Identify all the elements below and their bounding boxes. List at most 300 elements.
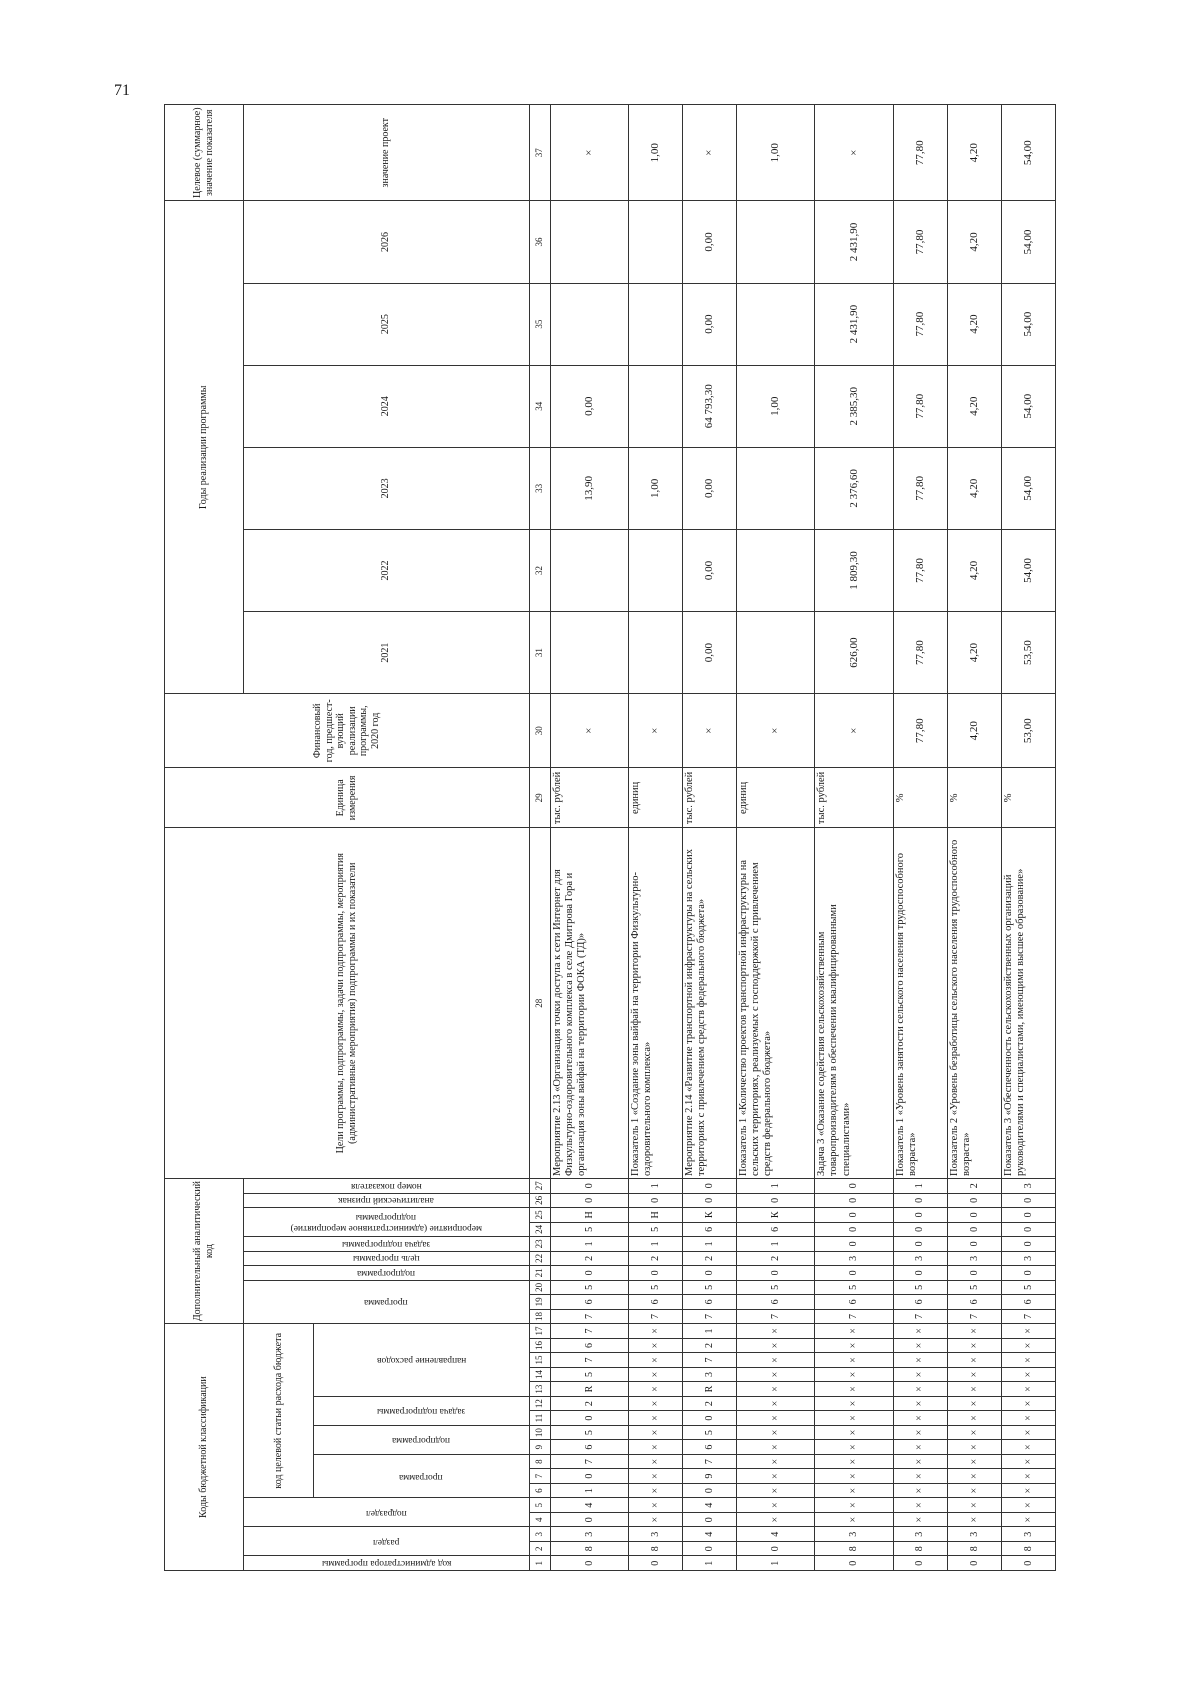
code-cell: × xyxy=(893,1382,947,1397)
row-unit: тыс. рублей xyxy=(815,768,893,828)
code-cell: × xyxy=(1001,1483,1055,1498)
header-target: Целевое (суммарное) значение показателя xyxy=(165,105,244,201)
row-unit: тыс. рублей xyxy=(683,768,737,828)
code-cell: 0 xyxy=(815,1193,893,1208)
code-cell: 8 xyxy=(1001,1541,1055,1556)
header-zadacha-pp: задача подпрограммы xyxy=(313,1396,529,1425)
column-number: 33 xyxy=(529,447,550,529)
code-cell: × xyxy=(628,1324,682,1339)
row-year-value xyxy=(550,201,628,283)
header-gadm: код администратора программы xyxy=(243,1556,529,1571)
code-cell: 0 xyxy=(1001,1237,1055,1252)
header-unit: Единица измерения xyxy=(165,768,530,828)
column-number: 4 xyxy=(529,1512,550,1527)
code-cell: × xyxy=(737,1411,815,1426)
table-row xyxy=(1001,105,1055,1571)
code-cell: 0 xyxy=(683,1266,737,1281)
row-year-value xyxy=(628,365,682,447)
code-cell: × xyxy=(1001,1454,1055,1469)
code-cell: × xyxy=(893,1411,947,1426)
row-year-value: 77,80 xyxy=(893,612,947,694)
code-cell: × xyxy=(893,1425,947,1440)
code-cell: 2 xyxy=(628,1251,682,1266)
code-cell: 6 xyxy=(893,1295,947,1310)
column-number: 8 xyxy=(529,1454,550,1469)
code-cell: 6 xyxy=(550,1295,628,1310)
code-cell: × xyxy=(1001,1512,1055,1527)
code-cell: 0 xyxy=(683,1512,737,1527)
code-cell: × xyxy=(815,1512,893,1527)
row-year-value: 54,00 xyxy=(1001,447,1055,529)
code-cell: × xyxy=(893,1483,947,1498)
code-cell: 0 xyxy=(1001,1193,1055,1208)
code-cell: 0 xyxy=(815,1556,893,1571)
code-cell: × xyxy=(737,1338,815,1353)
code-cell: 6 xyxy=(628,1295,682,1310)
code-cell: × xyxy=(628,1353,682,1368)
code-cell: 0 xyxy=(683,1411,737,1426)
row-year-value: 0,00 xyxy=(683,612,737,694)
row-fin-year: × xyxy=(683,694,737,768)
code-cell: × xyxy=(737,1353,815,1368)
row-year-value: 77,80 xyxy=(893,447,947,529)
row-target: × xyxy=(550,105,628,201)
column-number: 5 xyxy=(529,1498,550,1513)
column-number: 13 xyxy=(529,1382,550,1397)
code-cell: 0 xyxy=(683,1178,737,1193)
code-cell: 0 xyxy=(1001,1208,1055,1223)
code-cell: × xyxy=(947,1483,1001,1498)
code-cell: 2 xyxy=(683,1396,737,1411)
code-cell: К xyxy=(737,1208,815,1223)
code-cell: × xyxy=(737,1483,815,1498)
row-year-value xyxy=(628,201,682,283)
page-number: 71 xyxy=(114,82,130,99)
code-cell: 0 xyxy=(815,1266,893,1281)
header-year-2023: 2023 xyxy=(243,447,529,529)
code-cell: × xyxy=(893,1367,947,1382)
code-cell: 2 xyxy=(947,1178,1001,1193)
code-cell: × xyxy=(947,1512,1001,1527)
header-d-mer: мероприятие (административное мероприятие) подпрограммы xyxy=(243,1208,529,1237)
code-cell: 0 xyxy=(683,1541,737,1556)
code-cell: 0 xyxy=(628,1193,682,1208)
code-cell: × xyxy=(815,1396,893,1411)
header-goals: Цели программы, подпрограммы, задачи подпрограммы, мероприятия (административные мероприятия) подпрограммы и их показатели xyxy=(165,828,530,1179)
code-cell: 7 xyxy=(683,1309,737,1324)
code-cell: × xyxy=(737,1440,815,1455)
row-fin-year: 53,00 xyxy=(1001,694,1055,768)
row-unit: единиц xyxy=(628,768,682,828)
code-cell: 0 xyxy=(947,1266,1001,1281)
code-cell: 8 xyxy=(947,1541,1001,1556)
row-year-value: 4,20 xyxy=(947,612,1001,694)
row-description: Показатель 1 «Количество проектов транспортной инфраструктуры на сельских территориях, реализуемых с господдержкой с привлечением средств федерального бюджета» xyxy=(737,828,815,1179)
code-cell: 1 xyxy=(550,1237,628,1252)
code-cell: × xyxy=(947,1411,1001,1426)
code-cell: × xyxy=(628,1512,682,1527)
row-unit: % xyxy=(1001,768,1055,828)
header-analytic-code: Дополнительный аналитический код xyxy=(165,1178,244,1323)
row-description: Показатель 1 «Создание зоны вайфай на территории Физкультурно-оздоровительного комплекса» xyxy=(628,828,682,1179)
code-cell: 3 xyxy=(893,1527,947,1542)
code-cell: × xyxy=(947,1367,1001,1382)
code-cell: × xyxy=(1001,1498,1055,1513)
code-cell: × xyxy=(1001,1324,1055,1339)
code-cell: × xyxy=(815,1324,893,1339)
code-cell: 7 xyxy=(550,1309,628,1324)
row-year-value: 54,00 xyxy=(1001,365,1055,447)
header-prog: программа xyxy=(313,1454,529,1498)
row-year-value: 1,00 xyxy=(737,365,815,447)
code-cell: 0 xyxy=(893,1193,947,1208)
code-cell: 5 xyxy=(683,1280,737,1295)
row-fin-year: × xyxy=(550,694,628,768)
code-cell: 4 xyxy=(737,1527,815,1542)
code-cell: 6 xyxy=(683,1295,737,1310)
program-table xyxy=(164,104,1056,1571)
code-cell: 6 xyxy=(683,1222,737,1237)
code-cell: 0 xyxy=(550,1178,628,1193)
rotated-page xyxy=(164,104,1056,1571)
row-year-value xyxy=(737,283,815,365)
code-cell: 0 xyxy=(1001,1222,1055,1237)
table-row xyxy=(947,105,1001,1571)
code-cell: Н xyxy=(550,1208,628,1223)
column-number: 16 xyxy=(529,1338,550,1353)
code-cell: 0 xyxy=(550,1266,628,1281)
code-cell: × xyxy=(1001,1367,1055,1382)
code-cell: × xyxy=(947,1498,1001,1513)
code-cell: 0 xyxy=(947,1237,1001,1252)
code-cell: 2 xyxy=(683,1251,737,1266)
code-cell: 1 xyxy=(737,1237,815,1252)
code-cell: × xyxy=(815,1454,893,1469)
code-cell: 5 xyxy=(550,1280,628,1295)
code-cell: 5 xyxy=(737,1280,815,1295)
code-cell: × xyxy=(815,1440,893,1455)
code-cell: × xyxy=(815,1411,893,1426)
code-cell: 1 xyxy=(893,1178,947,1193)
code-cell: 7 xyxy=(737,1309,815,1324)
code-cell: 8 xyxy=(893,1541,947,1556)
code-cell: 0 xyxy=(815,1222,893,1237)
code-cell: × xyxy=(1001,1382,1055,1397)
code-cell: 7 xyxy=(550,1324,628,1339)
code-cell: 0 xyxy=(683,1193,737,1208)
row-fin-year: × xyxy=(737,694,815,768)
header-year-2026: 2026 xyxy=(243,201,529,283)
row-target: × xyxy=(815,105,893,201)
code-cell: 0 xyxy=(737,1266,815,1281)
header-napr: направление расходов xyxy=(313,1324,529,1397)
row-unit: единиц xyxy=(737,768,815,828)
code-cell: 2 xyxy=(683,1338,737,1353)
code-cell: 3 xyxy=(893,1251,947,1266)
row-year-value: 2 385,30 xyxy=(815,365,893,447)
row-year-value: 54,00 xyxy=(1001,529,1055,611)
column-number: 31 xyxy=(529,612,550,694)
row-year-value xyxy=(550,529,628,611)
column-number: 25 xyxy=(529,1208,550,1223)
column-number: 17 xyxy=(529,1324,550,1339)
code-cell: × xyxy=(737,1396,815,1411)
row-description: Показатель 3 «Обеспеченность сельскохозяйственных организаций руководителями и специалистами, имеющими высшее образование» xyxy=(1001,828,1055,1179)
code-cell: 1 xyxy=(737,1178,815,1193)
row-year-value xyxy=(737,529,815,611)
code-cell: × xyxy=(1001,1396,1055,1411)
code-cell: 0 xyxy=(550,1411,628,1426)
code-cell: × xyxy=(815,1382,893,1397)
code-cell: 6 xyxy=(815,1295,893,1310)
code-cell: 8 xyxy=(628,1541,682,1556)
row-unit: % xyxy=(893,768,947,828)
code-cell: 7 xyxy=(815,1309,893,1324)
code-cell: 0 xyxy=(947,1208,1001,1223)
code-cell: × xyxy=(815,1425,893,1440)
code-cell: 1 xyxy=(628,1178,682,1193)
code-cell: × xyxy=(1001,1353,1055,1368)
column-number: 10 xyxy=(529,1425,550,1440)
code-cell: × xyxy=(893,1396,947,1411)
row-year-value: 4,20 xyxy=(947,365,1001,447)
code-cell: × xyxy=(737,1512,815,1527)
row-year-value: 0,00 xyxy=(550,365,628,447)
code-cell: × xyxy=(628,1483,682,1498)
code-cell: × xyxy=(628,1498,682,1513)
code-cell: × xyxy=(737,1382,815,1397)
column-number: 37 xyxy=(529,105,550,201)
code-cell: 5 xyxy=(1001,1280,1055,1295)
column-number: 21 xyxy=(529,1266,550,1281)
code-cell: × xyxy=(893,1454,947,1469)
code-cell: × xyxy=(737,1425,815,1440)
row-unit: % xyxy=(947,768,1001,828)
code-cell: × xyxy=(628,1454,682,1469)
column-number: 12 xyxy=(529,1396,550,1411)
row-target: 1,00 xyxy=(737,105,815,201)
code-cell: 5 xyxy=(550,1367,628,1382)
row-year-value: 64 793,30 xyxy=(683,365,737,447)
header-d-zad: задача подпрограммы xyxy=(243,1237,529,1252)
header-d-num: номер показателя xyxy=(243,1178,529,1193)
row-year-value: 626,00 xyxy=(815,612,893,694)
code-cell: × xyxy=(947,1454,1001,1469)
code-cell: 0 xyxy=(893,1208,947,1223)
code-cell: 7 xyxy=(893,1309,947,1324)
code-cell: × xyxy=(893,1324,947,1339)
table-row xyxy=(683,105,737,1571)
code-cell: 1 xyxy=(550,1483,628,1498)
code-cell: × xyxy=(947,1440,1001,1455)
code-cell: 6 xyxy=(737,1222,815,1237)
row-fin-year: × xyxy=(815,694,893,768)
column-number: 1 xyxy=(529,1556,550,1571)
code-cell: R xyxy=(550,1382,628,1397)
header-year-2024: 2024 xyxy=(243,365,529,447)
code-cell: 6 xyxy=(550,1440,628,1455)
row-description: Мероприятие 2.13 «Организация точки доступа к сети Интернет для Физкультурно-оздоровительного комплекса в селе Дмитрова Гора и организация зоны вайфай на территории ФОКА (ТД)» xyxy=(550,828,628,1179)
row-unit: тыс. рублей xyxy=(550,768,628,828)
code-cell: 7 xyxy=(947,1309,1001,1324)
code-cell: × xyxy=(628,1338,682,1353)
row-target: 54,00 xyxy=(1001,105,1055,201)
column-number: 15 xyxy=(529,1353,550,1368)
code-cell: × xyxy=(628,1367,682,1382)
column-number: 34 xyxy=(529,365,550,447)
column-number: 19 xyxy=(529,1295,550,1310)
header-year-2021: 2021 xyxy=(243,612,529,694)
header-year-2025: 2025 xyxy=(243,283,529,365)
code-cell: 3 xyxy=(1001,1251,1055,1266)
code-cell: 0 xyxy=(947,1193,1001,1208)
header-podprog: подпрограмма xyxy=(313,1425,529,1454)
code-cell: Н xyxy=(628,1208,682,1223)
column-number: 27 xyxy=(529,1178,550,1193)
code-cell: × xyxy=(1001,1425,1055,1440)
code-cell: 0 xyxy=(550,1469,628,1484)
code-cell: 0 xyxy=(550,1512,628,1527)
code-cell: 8 xyxy=(550,1541,628,1556)
code-cell: 7 xyxy=(550,1353,628,1368)
code-cell: × xyxy=(893,1353,947,1368)
header-target-sub: значение проект xyxy=(243,105,529,201)
code-cell: 0 xyxy=(893,1237,947,1252)
code-cell: 7 xyxy=(550,1454,628,1469)
code-cell: × xyxy=(737,1324,815,1339)
column-number: 2 xyxy=(529,1541,550,1556)
code-cell: 3 xyxy=(815,1527,893,1542)
code-cell: × xyxy=(815,1338,893,1353)
row-year-value xyxy=(737,201,815,283)
row-year-value xyxy=(737,612,815,694)
code-cell: 3 xyxy=(550,1527,628,1542)
code-cell: 1 xyxy=(683,1237,737,1252)
column-number: 14 xyxy=(529,1367,550,1382)
code-cell: × xyxy=(628,1440,682,1455)
code-cell: 0 xyxy=(628,1266,682,1281)
row-fin-year: 4,20 xyxy=(947,694,1001,768)
code-cell: 3 xyxy=(1001,1178,1055,1193)
column-number: 36 xyxy=(529,201,550,283)
code-cell: × xyxy=(893,1498,947,1513)
row-year-value: 0,00 xyxy=(683,447,737,529)
header-razdel: раздел xyxy=(243,1527,529,1556)
code-cell: 1 xyxy=(737,1556,815,1571)
row-fin-year: × xyxy=(628,694,682,768)
header-year-2022: 2022 xyxy=(243,529,529,611)
code-cell: 0 xyxy=(815,1208,893,1223)
code-cell: 0 xyxy=(737,1541,815,1556)
row-description: Задача 3 «Оказание содействия сельскохозяйственным товаропроизводителям в обеспечении квалифицированными специалистами» xyxy=(815,828,893,1179)
row-year-value: 13,90 xyxy=(550,447,628,529)
row-year-value: 53,50 xyxy=(1001,612,1055,694)
code-cell: 0 xyxy=(893,1222,947,1237)
code-cell: 0 xyxy=(1001,1266,1055,1281)
row-year-value: 2 431,90 xyxy=(815,283,893,365)
table-row xyxy=(815,105,893,1571)
column-number: 9 xyxy=(529,1440,550,1455)
column-number-row xyxy=(529,105,550,1571)
column-number: 32 xyxy=(529,529,550,611)
row-year-value xyxy=(737,447,815,529)
code-cell: × xyxy=(628,1469,682,1484)
header-kcsr: код целевой статьи расхода бюджета xyxy=(243,1324,313,1498)
code-cell: 5 xyxy=(628,1280,682,1295)
code-cell: × xyxy=(737,1498,815,1513)
code-cell: 7 xyxy=(683,1454,737,1469)
code-cell: 0 xyxy=(947,1222,1001,1237)
code-cell: 5 xyxy=(683,1425,737,1440)
code-cell: 3 xyxy=(683,1367,737,1382)
code-cell: 2 xyxy=(550,1396,628,1411)
header-d-podprog: подпрограмма xyxy=(243,1266,529,1281)
row-year-value xyxy=(550,612,628,694)
code-cell: 1 xyxy=(683,1556,737,1571)
code-cell: 5 xyxy=(550,1425,628,1440)
code-cell: 8 xyxy=(815,1541,893,1556)
code-cell: × xyxy=(893,1512,947,1527)
column-number: 7 xyxy=(529,1469,550,1484)
table-row xyxy=(550,105,628,1571)
row-year-value xyxy=(628,283,682,365)
code-cell: 6 xyxy=(550,1338,628,1353)
row-year-value xyxy=(628,529,682,611)
code-cell: 6 xyxy=(947,1295,1001,1310)
code-cell: 0 xyxy=(737,1193,815,1208)
header-d-prog: программа xyxy=(243,1280,529,1324)
row-year-value: 77,80 xyxy=(893,283,947,365)
code-cell: × xyxy=(628,1396,682,1411)
code-cell: 3 xyxy=(815,1251,893,1266)
column-number: 28 xyxy=(529,828,550,1179)
header-fin-year: Финансовый год, предшест-вующий реализации программы, 2020 год xyxy=(165,694,530,768)
code-cell: 0 xyxy=(550,1556,628,1571)
code-cell: 9 xyxy=(683,1469,737,1484)
code-cell: 2 xyxy=(550,1251,628,1266)
code-cell: 0 xyxy=(893,1266,947,1281)
code-cell: 5 xyxy=(893,1280,947,1295)
row-year-value: 4,20 xyxy=(947,529,1001,611)
row-year-value xyxy=(628,612,682,694)
header-years: Годы реализации программы xyxy=(165,201,244,694)
code-cell: R xyxy=(683,1382,737,1397)
code-cell: × xyxy=(737,1367,815,1382)
code-cell: 5 xyxy=(628,1222,682,1237)
row-year-value: 54,00 xyxy=(1001,283,1055,365)
code-cell: × xyxy=(1001,1338,1055,1353)
row-year-value: 4,20 xyxy=(947,447,1001,529)
code-cell: 1 xyxy=(628,1237,682,1252)
code-cell: × xyxy=(947,1324,1001,1339)
code-cell: 6 xyxy=(683,1440,737,1455)
row-year-value: 0,00 xyxy=(683,529,737,611)
row-description: Показатель 1 «Уровень занятости сельского населения трудоспособного возраста» xyxy=(893,828,947,1179)
column-number: 26 xyxy=(529,1193,550,1208)
row-year-value: 4,20 xyxy=(947,201,1001,283)
row-year-value: 2 431,90 xyxy=(815,201,893,283)
code-cell: × xyxy=(947,1425,1001,1440)
code-cell: × xyxy=(815,1353,893,1368)
code-cell: 5 xyxy=(947,1280,1001,1295)
table-row xyxy=(737,105,815,1571)
code-cell: 7 xyxy=(683,1353,737,1368)
column-number: 18 xyxy=(529,1309,550,1324)
code-cell: 0 xyxy=(815,1237,893,1252)
code-cell: × xyxy=(628,1411,682,1426)
row-description: Мероприятие 2.14 «Развитие транспортной инфраструктуры на сельских территориях с привлечением средств федерального бюджета» xyxy=(683,828,737,1179)
code-cell: 5 xyxy=(550,1222,628,1237)
